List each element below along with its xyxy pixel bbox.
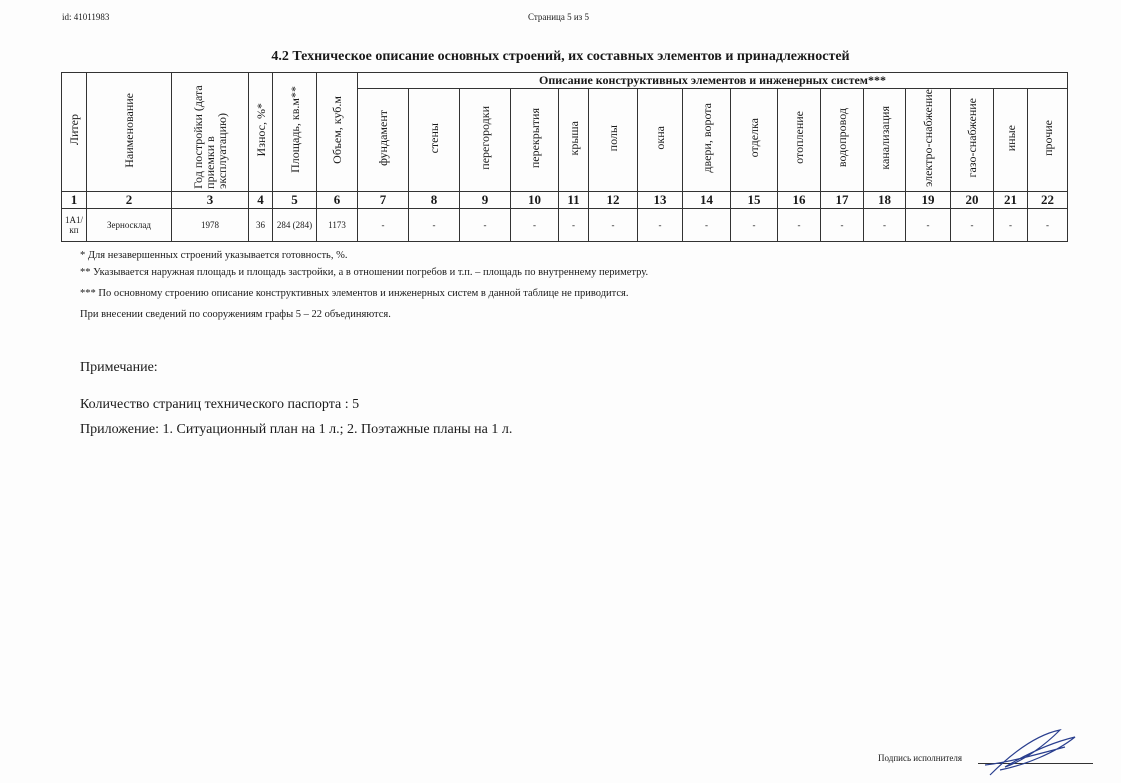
header-label: отделка xyxy=(747,118,761,158)
column-number: 10 xyxy=(511,191,559,208)
column-subheader xyxy=(864,89,906,192)
table-cell: - xyxy=(559,208,589,241)
header-label: отопление xyxy=(792,111,806,165)
column-number: 21 xyxy=(994,191,1028,208)
pages-count: Количество страниц технического паспорта : 5 xyxy=(80,397,360,412)
column-number: 7 xyxy=(358,191,409,208)
column-number: 12 xyxy=(589,191,638,208)
column-subheader xyxy=(731,89,778,192)
column-subheader xyxy=(460,89,511,192)
header-label: иные xyxy=(1003,124,1018,152)
table-cell: - xyxy=(511,208,559,241)
table-cell: - xyxy=(1028,208,1068,241)
group-header: Описание конструктивных элементов и инженерных систем*** xyxy=(358,73,1068,89)
header-label: перегородки xyxy=(478,106,492,170)
table-header-row xyxy=(62,73,1068,89)
table-cell: - xyxy=(994,208,1028,241)
column-number: 13 xyxy=(638,191,683,208)
table-cell: 284 (284) xyxy=(273,208,317,241)
technical-description-table xyxy=(61,72,1068,242)
column-subheader xyxy=(559,89,589,192)
table-cell: - xyxy=(778,208,821,241)
table-cell: - xyxy=(906,208,951,241)
header-label: газо-снабжение xyxy=(965,98,979,178)
header-label: водопровод xyxy=(835,108,849,168)
column-subheader xyxy=(638,89,683,192)
table-cell: 36 xyxy=(249,208,273,241)
column-number: 11 xyxy=(559,191,589,208)
signature-image xyxy=(965,725,1085,780)
column-number: 19 xyxy=(906,191,951,208)
table-cell: - xyxy=(460,208,511,241)
table-cell: - xyxy=(731,208,778,241)
signature-label: Подпись исполнителя xyxy=(878,753,962,763)
appendix: Приложение: 1. Ситуационный план на 1 л.; 2. Поэтажные планы на 1 л. xyxy=(80,422,513,437)
column-subheader xyxy=(683,89,731,192)
column-header xyxy=(317,73,358,192)
column-subheader xyxy=(409,89,460,192)
table-cell: 1978 xyxy=(172,208,249,241)
table-cell: - xyxy=(409,208,460,241)
table-cell: Зерносклад xyxy=(87,208,172,241)
column-subheader xyxy=(994,89,1028,192)
column-subheader xyxy=(589,89,638,192)
column-number: 4 xyxy=(249,191,273,208)
column-number: 8 xyxy=(409,191,460,208)
header-label: окна xyxy=(653,126,667,150)
column-number: 9 xyxy=(460,191,511,208)
column-subheader xyxy=(821,89,864,192)
table-cell: - xyxy=(821,208,864,241)
column-number: 1 xyxy=(62,191,87,208)
header-label: двери, ворота xyxy=(699,103,714,173)
column-header xyxy=(87,73,172,192)
header-label: электро-снабжение xyxy=(921,89,935,187)
column-number: 16 xyxy=(778,191,821,208)
document-id: id: 41011983 xyxy=(62,12,110,22)
header-label: канализация xyxy=(877,106,892,170)
table-cell: 1А1/кп xyxy=(62,208,87,241)
column-subheader xyxy=(511,89,559,192)
column-subheader xyxy=(951,89,994,192)
table-cell: - xyxy=(589,208,638,241)
footnote-3: *** По основному строению описание конструктивных элементов и инженерных систем в данной таблице не приводится. xyxy=(80,288,629,299)
column-header xyxy=(249,73,273,192)
note-label: Примечание: xyxy=(80,360,158,375)
table-cell: - xyxy=(864,208,906,241)
table-row xyxy=(62,208,1068,241)
column-number: 18 xyxy=(864,191,906,208)
page-number: Страница 5 из 5 xyxy=(528,12,589,22)
section-title: 4.2 Техническое описание основных строений, их составных элементов и принадлежностей xyxy=(271,49,850,64)
column-number: 5 xyxy=(273,191,317,208)
footnote-1: * Для незавершенных строений указывается готовность, %. xyxy=(80,250,348,261)
table-cell: - xyxy=(638,208,683,241)
column-number: 22 xyxy=(1028,191,1068,208)
header-label: Наименование xyxy=(122,92,136,168)
header-label: перекрытия xyxy=(527,107,542,168)
header-label: полы xyxy=(606,124,620,152)
table-cell: - xyxy=(358,208,409,241)
column-number: 14 xyxy=(683,191,731,208)
table-cell: 1173 xyxy=(317,208,358,241)
table-cell: - xyxy=(683,208,731,241)
header-label: крыша xyxy=(566,120,581,156)
column-number: 6 xyxy=(317,191,358,208)
column-subheader xyxy=(358,89,409,192)
column-number: 20 xyxy=(951,191,994,208)
header-label: прочие xyxy=(1040,119,1055,156)
column-subheader xyxy=(1028,89,1068,192)
column-number: 3 xyxy=(172,191,249,208)
header-label: Площадь, кв.м** xyxy=(287,86,302,174)
column-number: 15 xyxy=(731,191,778,208)
column-number: 2 xyxy=(87,191,172,208)
column-header xyxy=(273,73,317,192)
column-number: 17 xyxy=(821,191,864,208)
header-label: стены xyxy=(427,122,441,154)
column-header xyxy=(172,73,249,192)
column-number-row xyxy=(62,191,1068,208)
footnote-2: ** Указывается наружная площадь и площадь застройки, а в отношении погребов и т.п. – площадь по внутреннему периметру. xyxy=(80,267,649,278)
header-label: Износ, %* xyxy=(253,103,268,157)
header-label: Литер xyxy=(67,114,81,146)
column-header xyxy=(62,73,87,192)
header-label: Год постройки (дата приемки в эксплуатацию) xyxy=(191,85,229,189)
footnote-4: При внесении сведений по сооружениям графы 5 – 22 объединяются. xyxy=(80,309,391,320)
header-label: Объем, куб.м xyxy=(330,96,344,164)
column-subheader xyxy=(906,89,951,192)
header-label: фундамент xyxy=(376,109,390,166)
table-cell: - xyxy=(951,208,994,241)
column-subheader xyxy=(778,89,821,192)
